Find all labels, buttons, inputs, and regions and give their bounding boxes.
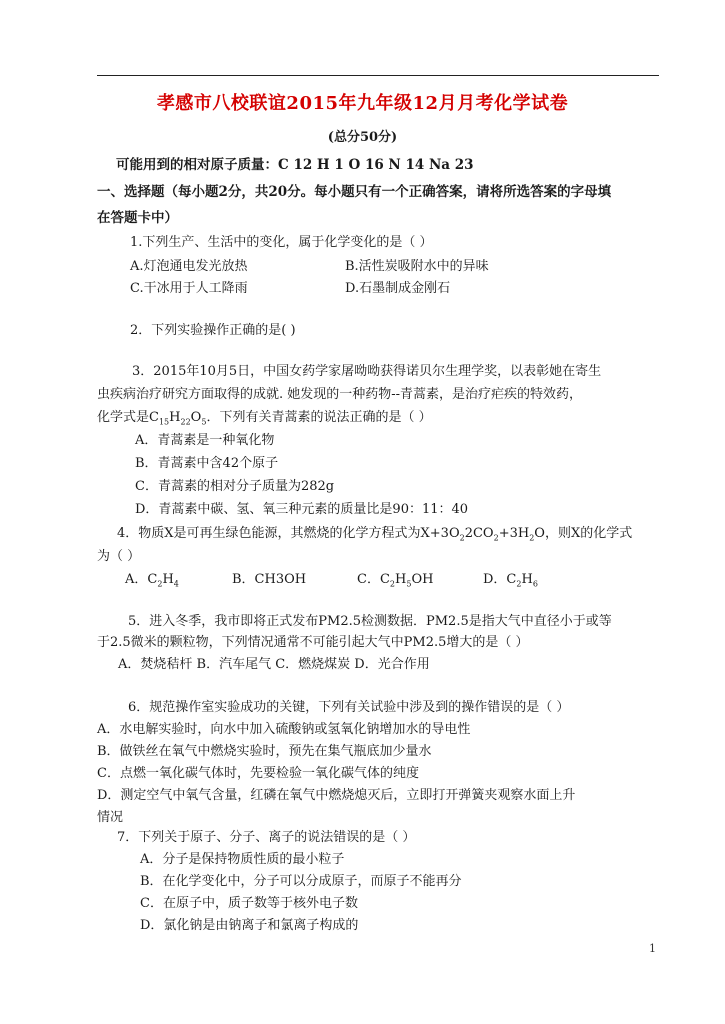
section1-header-line1: 一、选择题（每小题2分，共20分。每小题只有一个正确答案，请将所选答案的字母填 xyxy=(97,184,612,200)
q3-option-d: D．青蒿素中碳、氢、氧三种元素的质量比是90：11：40 xyxy=(135,502,469,517)
q7-stem: 7．下列关于原子、分子、离子的说法错误的是（ ） xyxy=(117,830,416,845)
header-rule xyxy=(97,75,659,76)
q1-option-a: A.灯泡通电发光放热 xyxy=(130,259,248,274)
q7-option-c: C．在原子中，质子数等于核外电子数 xyxy=(140,896,358,911)
q5-line1: 5．进入冬季，我市即将正式发布PM2.5检测数据．PM2.5是指大气中直径小于或等 xyxy=(128,614,612,629)
q3-line3: 化学式是$C_{15}H_{22}O_5$．下列有关青蒿素的说法正确的是（ ） xyxy=(97,410,432,427)
q3-option-c: C．青蒿素的相对分子质量为282g xyxy=(135,479,335,494)
atomic-mass-line: 可能用到的相对原子质量：C 12 H 1 O 16 N 14 Na 23 xyxy=(116,157,474,173)
q4-option-d: D．$C_2H_6$ xyxy=(483,572,538,589)
section1-header-line2: 在答题卡中） xyxy=(97,210,178,226)
q7-option-a: A．分子是保持物质性质的最小粒子 xyxy=(140,852,345,867)
q1-option-c: C.干冰用于人工降雨 xyxy=(130,281,248,296)
q7-option-d: D．氯化钠是由钠离子和氯离子构成的 xyxy=(140,918,359,933)
q5-line2: 于2.5微米的颗粒物，下列情况通常不可能引起大气中PM2.5增大的是（ ） xyxy=(97,635,529,650)
q7-option-b: B．在化学变化中，分子可以分成原子，而原子不能再分 xyxy=(140,874,462,889)
q3-line2: 虫疾病治疗研究方面取得的成就. 她发现的一种药物--青蒿素，是治疗疟疾的特效药， xyxy=(97,387,583,402)
total-score: (总分50分) xyxy=(327,130,398,145)
q4-line2: 为（ ） xyxy=(97,549,141,564)
q3-line1: 3．2015年10月5日，中国女药学家屠呦呦获得诺贝尔生理学奖，以表彰她在寄生 xyxy=(132,364,602,379)
q6-option-a: A．水电解实验时，向水中加入硫酸钠或氢氧化钠增加水的导电性 xyxy=(97,722,471,737)
q1-option-d: D.石墨制成金刚石 xyxy=(345,281,451,296)
q4-option-b: B．CH3OH xyxy=(232,572,307,587)
q1-stem: 1.下列生产、生活中的变化，属于化学变化的是（ ） xyxy=(130,235,433,250)
q5-options: A．焚烧秸杆 B．汽车尾气 C．燃烧煤炭 D．光合作用 xyxy=(118,657,430,672)
q6-option-d-cont: 情况 xyxy=(97,810,124,825)
q4-line1: 4．物质X是可再生绿色能源，其燃烧的化学方程式为$X+3O_22CO_2+3H_2O$，则X的化学式 xyxy=(117,526,633,543)
q3-option-b: B．青蒿素中含42个原子 xyxy=(135,456,279,471)
q4-option-c: C．$C_2H_5OH$ xyxy=(357,572,434,589)
q6-option-d: D．测定空气中氧气含量，红磷在氧气中燃烧熄灭后，立即打开弹簧夹观察水面上升 xyxy=(97,788,576,803)
exam-title: 孝感市八校联谊2015年九年级12月月考化学试卷 xyxy=(156,93,569,114)
q6-option-c: C．点燃一氧化碳气体时，先要检验一氧化碳气体的纯度 xyxy=(97,766,419,781)
q3-option-a: A．青蒿素是一种氧化物 xyxy=(135,433,275,448)
page-number: 1 xyxy=(649,942,656,955)
q6-stem: 6．规范操作室实验成功的关键，下列有关试验中涉及到的操作错误的是（ ） xyxy=(128,700,570,715)
q1-option-b: B.活性炭吸附水中的异味 xyxy=(345,259,489,274)
q4-option-a: A．$C_2H_4$ xyxy=(125,572,179,589)
q2-stem: 2．下列实验操作正确的是( ) xyxy=(130,323,296,338)
q6-option-b: B．做铁丝在氧气中燃烧实验时，预先在集气瓶底加少量水 xyxy=(97,744,432,759)
